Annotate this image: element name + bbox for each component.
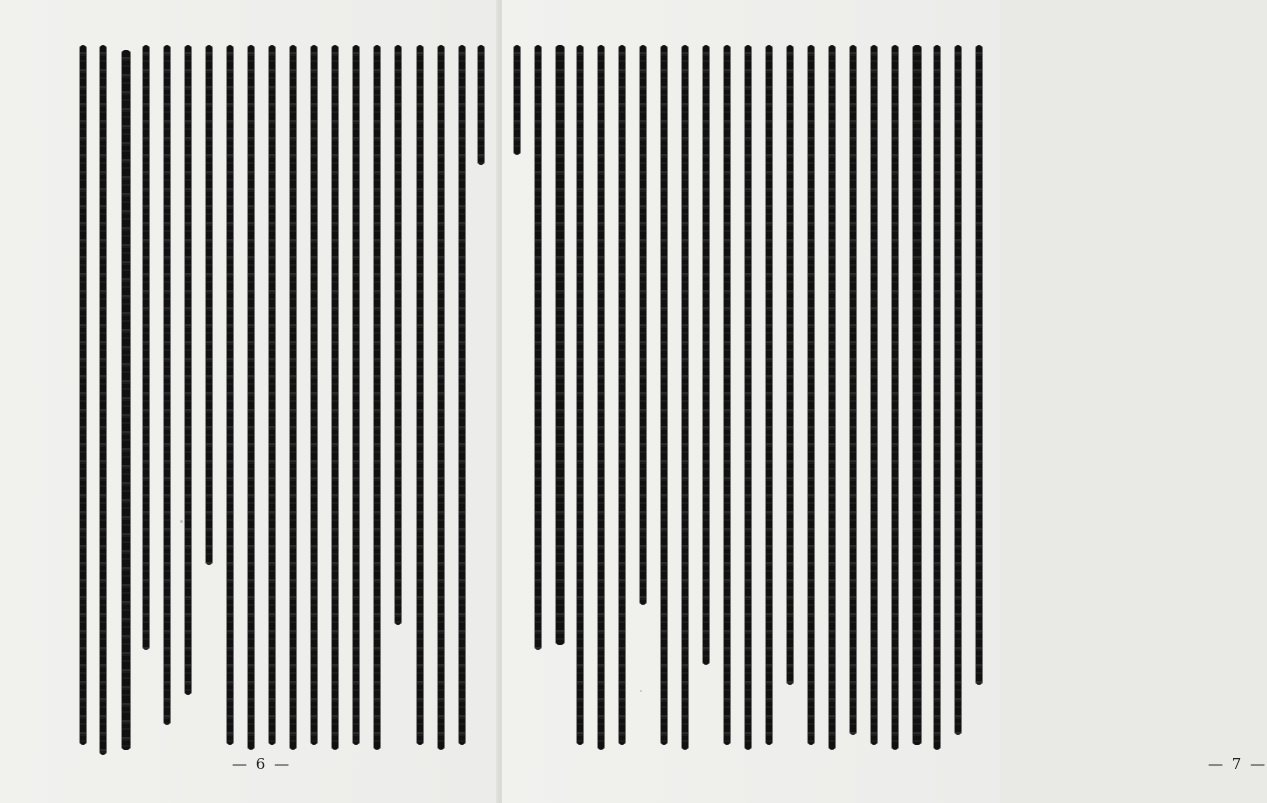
page-number-7: — 7 — — [1208, 755, 1267, 773]
script-text-column — [290, 45, 296, 750]
script-text-column — [80, 45, 86, 745]
script-text-column — [332, 45, 338, 750]
script-text-column — [682, 45, 688, 750]
script-text-column — [724, 45, 730, 745]
script-text-column — [850, 45, 856, 735]
script-text-column — [787, 45, 793, 685]
script-text-column — [892, 45, 898, 750]
script-text-column — [934, 45, 940, 750]
script-text-column — [598, 45, 604, 750]
page-number-6: — 6 — — [232, 755, 292, 773]
script-text-column — [703, 45, 709, 665]
script-text-column — [438, 45, 444, 750]
script-text-column — [577, 45, 583, 745]
scan-speck — [640, 690, 642, 692]
script-text-column — [417, 45, 423, 745]
script-text-column — [164, 45, 170, 725]
script-text-column — [311, 45, 317, 745]
page-6 — [0, 0, 498, 803]
script-text-column — [556, 45, 564, 645]
script-text-column — [745, 45, 751, 750]
script-text-column — [185, 45, 191, 695]
script-text-column — [766, 45, 772, 745]
script-text-column — [395, 45, 401, 625]
script-text-column — [143, 45, 149, 650]
script-text-column — [478, 45, 484, 165]
script-text-column — [248, 45, 254, 750]
script-text-column — [619, 45, 625, 745]
script-text-column — [955, 45, 961, 735]
script-text-column — [514, 45, 520, 155]
script-text-column — [100, 45, 106, 755]
script-text-column — [269, 45, 275, 745]
script-text-column — [808, 45, 814, 745]
script-text-column — [535, 45, 541, 650]
script-text-column — [976, 45, 982, 685]
script-text-column — [353, 45, 359, 745]
script-text-column — [459, 45, 465, 745]
script-text-column — [227, 45, 233, 745]
script-text-column — [871, 45, 877, 745]
script-text-column — [829, 45, 835, 750]
scan-speck — [180, 520, 183, 523]
script-text-column — [640, 45, 646, 605]
script-text-column — [661, 45, 667, 745]
script-text-column — [913, 45, 921, 745]
script-text-column — [206, 45, 212, 565]
page-7 — [502, 0, 1267, 803]
script-text-column — [374, 45, 380, 750]
script-text-column — [122, 50, 130, 750]
